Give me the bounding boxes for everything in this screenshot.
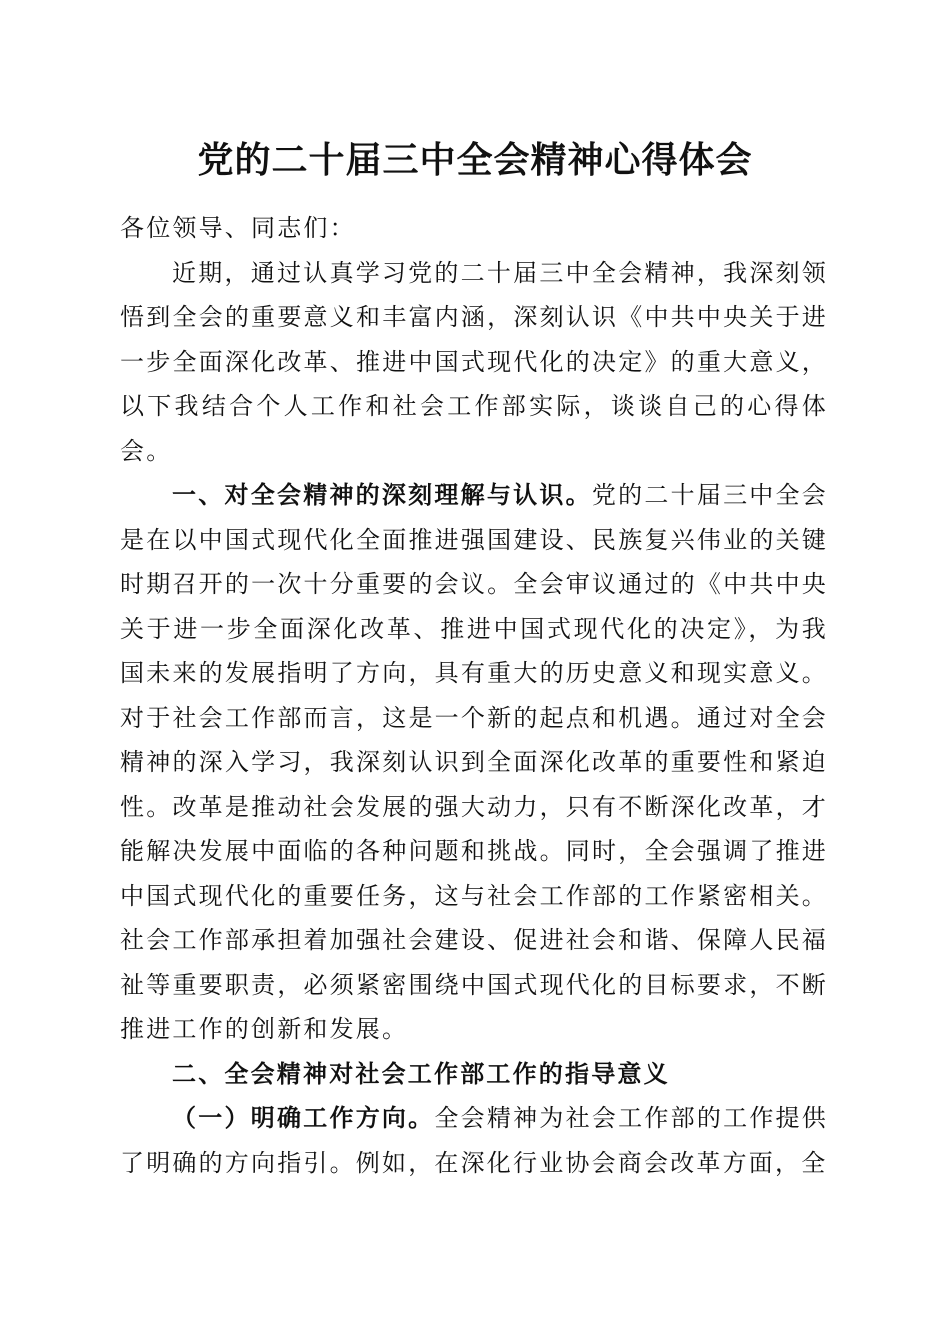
section-2-1-body: 全会精神为社会工作部的工作提供了明确的方向指引。例如，在深化行业协会商会改革方面，全 xyxy=(120,1104,829,1177)
section-1-body: 党的二十届三中全会是在以中国式现代化全面推进强国建设、民族复兴伟业的关键时期召开的一次十分重要的会议。全会审议通过的《中共中央关于进一步全面深化改革、推进中国式现代化的决定》，为我国未来的发展指明了方向，具有重大的历史意义和现实意义。对于社会工作部而言，这是一个新的起点和机遇。通过对全会精神的深入学习，我深刻认识到全面深化改革的重要性和紧迫性。改革是推动社会发展的强大动力，只有不断深化改革，才能解决发展中面临的各种问题和挑战。同时，全会强调了推进中国式现代化的重要任务，这与社会工作部的工作紧密相关。社会工作部承担着加强社会建设、促进社会和谐、保障人民福祉等重要职责，必须紧密围绕中国式现代化的目标要求，不断推进工作的创新和发展。 xyxy=(120,481,828,1043)
section-1-heading: 一、对全会精神的深刻理解与认识。 xyxy=(172,481,592,509)
intro-paragraph: 近期，通过认真学习党的二十届三中全会精神，我深刻领悟到全会的重要意义和丰富内涵，深刻认识《中共中央关于进一步全面深化改革、推进中国式现代化的决定》的重大意义，以下我结合个人工作和社会工作部实际，谈谈自己的心得体会。 xyxy=(120,258,828,465)
document-title: 党的二十届三中全会精神心得体会 xyxy=(197,139,753,181)
section-2-paragraph xyxy=(120,1052,828,1097)
document-body xyxy=(120,206,828,1185)
salutation: 各位领导、同志们： xyxy=(120,214,356,242)
section-1-paragraph xyxy=(120,473,828,1052)
section-2-1-paragraph xyxy=(120,1096,828,1185)
section-2-heading: 二、全会精神对社会工作部工作的指导意义 xyxy=(172,1059,670,1088)
section-2-1-heading: （一）明确工作方向。 xyxy=(172,1104,435,1132)
